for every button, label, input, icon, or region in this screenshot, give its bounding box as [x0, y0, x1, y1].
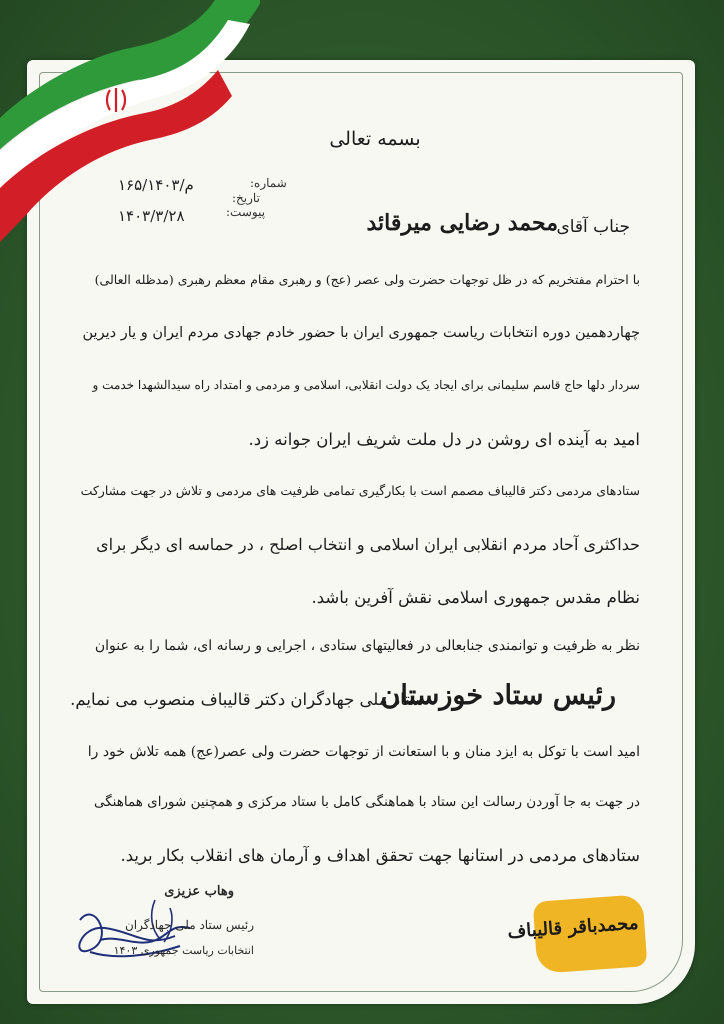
- appointment-rest: ستاد ملی جهادگران دکتر قالیباف منصوب می نمایم.: [70, 690, 424, 709]
- body-line-11: ستادهای مردمی در استانها جهت تحقق اهداف و آرمان های انقلاب بکار برید.: [120, 846, 640, 865]
- body-line-8: نظر به ظرفیت و توانمندی جنابعالی در فعالیتهای ستادی ، اجرایی و رسانه ای، شما را به عنوان: [94, 638, 640, 654]
- date-label: تاریخ:: [232, 191, 260, 205]
- invocation-heading: بسمه تعالی: [329, 128, 421, 150]
- salutation: جناب آقای: [556, 217, 630, 237]
- number-label: شماره:: [250, 176, 287, 190]
- attachment-label: پیوست:: [226, 205, 266, 219]
- body-line-3: سردار دلها حاج قاسم سلیمانی برای ایجاد یک دولت انقلابی، اسلامی و مردمی و امتداد راه سیدالشهدا خدمت و: [92, 378, 640, 392]
- date-value: ۱۴۰۳/۳/۲۸: [118, 207, 185, 225]
- recipient-name: محمد رضایی میرقائد: [366, 210, 558, 236]
- stamp-text: محمدباقر قالیباف: [506, 912, 640, 943]
- body-line-5: ستادهای مردمی دکتر قالیباف مصمم است با بکارگیری تمامی ظرفیت های مردمی و تلاش در جهت مشارکت: [80, 483, 640, 498]
- signatory-org: انتخابات ریاست جمهوری ۱۴۰۳: [113, 944, 254, 957]
- body-line-2: چهاردهمین دوره انتخابات ریاست جمهوری ایران با حضور خادم جهادی مردم ایران و یار دیرین: [82, 325, 640, 341]
- body-line-1: با احترام مفتخریم که در ظل توجهات حضرت ولی عصر (عج) و رهبری مقام معظم رهبری (مدظله العالی): [94, 272, 640, 287]
- signatory-name: وهاب عزیزی: [164, 884, 234, 899]
- number-value: ۱۶۵/۱۴۰۳/م: [118, 176, 194, 194]
- body-line-10: در جهت به جا آوردن رسالت این ستاد با هماهنگی کامل با ستاد مرکزی و همچنین شورای هماهنگی: [93, 794, 640, 810]
- body-line-6: حداکثری آحاد مردم انقلابی ایران اسلامی و انتخاب اصلح ، در حماسه ای دیگر برای: [96, 535, 640, 554]
- body-line-4: امید به آینده ای روشن در دل ملت شریف ایران جوانه زد.: [248, 430, 640, 449]
- body-line-9: امید است با توکل به ایزد منان و با استعانت از توجهات حضرت ولی عصر(عج) همه تلاش خود را: [87, 744, 640, 760]
- signatory-role: رئیس ستاد ملی جهادگران: [124, 918, 254, 932]
- body-line-7: نظام مقدس جمهوری اسلامی نقش آفرین باشد.: [311, 588, 640, 607]
- qalibaf-logo-stamp: [506, 894, 648, 973]
- appointment-title: رئیس ستاد خوزستان: [380, 680, 616, 711]
